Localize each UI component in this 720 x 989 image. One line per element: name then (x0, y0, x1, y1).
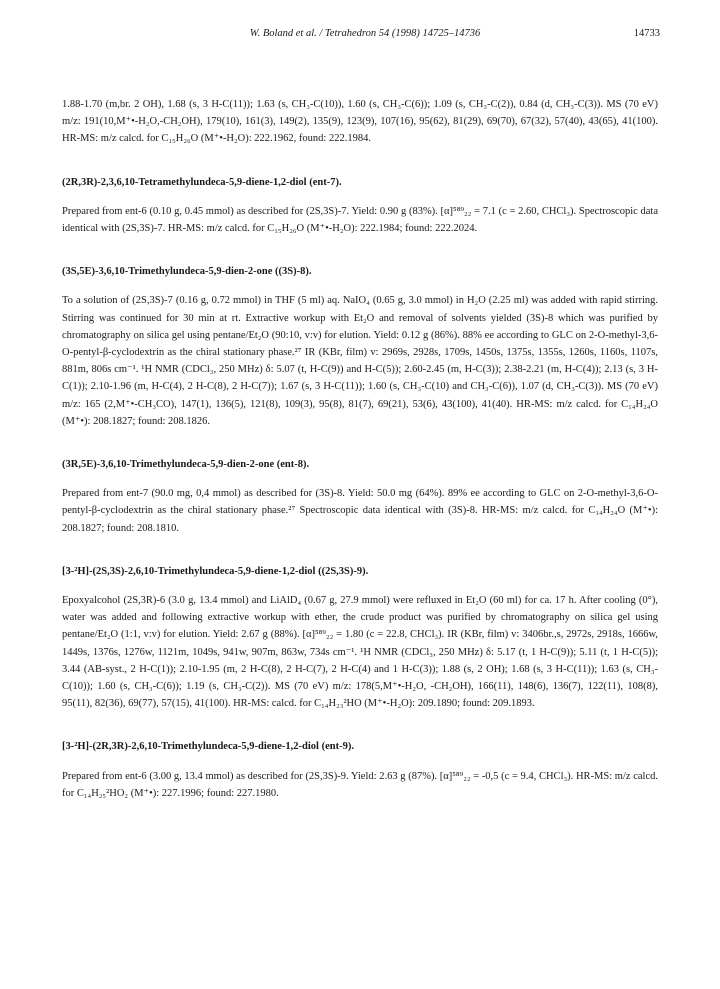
running-title: W. Boland et al. / Tetrahedron 54 (1998) 14725–14736 (249, 28, 481, 39)
heading-2s3s-9: [3-²H]-(2S,3S)-2,6,10-Trimethylundeca-5,9-diene-1,2-diol ((2S,3S)-9). (62, 565, 369, 577)
running-header (70, 28, 660, 44)
heading-3s-8: (3S,5E)-3,6,10-Trimethylundeca-5,9-dien-2-one ((3S)-8). (62, 266, 312, 278)
article-body (62, 96, 658, 802)
heading-ent-9: [3-²H]-(2R,3R)-2,6,10-Trimethylundeca-5,9-diene-1,2-diol (ent-9). (62, 741, 354, 753)
paragraph-ms-data-7: 1.88-1.70 (m,br. 2 OH), 1.68 (s, 3 H-C(11)); 1.63 (s, CH₃-C(10)), 1.60 (s, CH₃-C(6)); 1.09 (s, CH₃-C(2)), 0.84 (d, CH₃-C(3)). MS (70 eV) m/z: 191(10,M⁺•-H₂O,-CH₂OH), 179(10), 161(3), 149(2), 135(9), 123(9), 107(16), 95(62), 81(29), 69(70), 67(32), 57(40), 43(65), 41(100). HR-MS: m/z calcd. for C₁₅H₂₆O (M⁺•-H₂O): 222.1962, found: 222.1984. (62, 99, 658, 145)
heading-ent-7: (2R,3R)-2,3,6,10-Tetramethylundeca-5,9-diene-1,2-diol (ent-7). (62, 176, 342, 188)
paragraph-ent-8: Prepared from ent-7 (90.0 mg, 0,4 mmol) as described for (3S)-8. Yield: 50.0 mg (64%). 89% ee according to GLC on 2-O-methyl-3,6-O-pentyl-β-cyclodextrin as the chiral stationary phase.²⁷ Spectroscopic data identical with (3S)-8. HR-MS: m/z calcd. for C₁₄H₂₄O (M⁺•): 208.1827; found: 208.1810. (62, 488, 658, 534)
paragraph-2s3s-9: Epoxyalcohol (2S,3R)-6 (3.0 g, 13.4 mmol) and LiAlD₄ (0.67 g, 27.9 mmol) were refluxed in Et₂O (60 ml) for ca. 17 h. After cooling (0°), water was added and following extractive workup with ether, the crude product was purified by chromatography on silica gel using pentane/Et₂O (1:1, v:v) for elution. Yield: 2.67 g (88%). [α]⁵⁸⁹₂₂ = 1.80 (c = 22.8, CHCl₃). IR (KBr, film) v: 3406br.,s, 2972s, 2918s, 1666w, 1449s, 1376s, 1276w, 1121m, 1049s, 941w, 907m, 863w, 734s cm⁻¹. ¹H NMR (CDCl₃, 250 MHz) δ: 5.17 (t, 1 H-C(9)); 5.11 (t, 1 H-C(5)); 3.44 (AB-syst., 2 H-C(1)); 2.10-1.95 (m, 2 H-C(8), 2 H-C(7), 2 H-C(4) and 1 H-C(3)); 1.88 (s, 2 OH); 1.68 (s, 3 H-C(11)); 1.63 (s, CH₃-C(10)); 1.60 (s, CH₃-C(6)); 1.19 (s, CH₃-C(2)). MS (70 eV) m/z: 178(5,M⁺•-H₂O, -CH₂OH), 166(11), 148(6), 136(7), 122(11), 108(8), 95(11), 82(36), 69(77), 57(15), 41(100). HR-MS: calcd. for C₁₄H₂₃²HO (M⁺•-H₂O): 209.1890; found: 209.1893. (62, 595, 658, 710)
paragraph-ent-7: Prepared from ent-6 (0.10 g, 0.45 mmol) as described for (2S,3S)-7. Yield: 0.90 g (83%). [α]⁵⁸⁹₂₂ = 7.1 (c = 2.60, CHCl₃). Spectroscopic data identical with (2S,3S)-7. HR-MS: m/z calcd. for C₁₅H₂₆O (M⁺•-H₂O): 222.1984; found: 222.2024. (62, 205, 658, 235)
heading-ent-8: (3R,5E)-3,6,10-Trimethylundeca-5,9-dien-2-one (ent-8). (62, 459, 310, 471)
paragraph-ent-9: Prepared from ent-6 (3.00 g, 13.4 mmol) as described for (2S,3S)-9. Yield: 2.63 g (87%). [α]⁵⁸⁹₂₂ = -0,5 (c = 9.4, CHCl₃). HR-MS: m/z calcd. for C₁₄H₂₅²HO₂ (M⁺•): 227.1996; found: 227.1980. (62, 770, 658, 799)
page-number: 14733 (633, 28, 660, 39)
paragraph-3s-8: To a solution of (2S,3S)-7 (0.16 g, 0.72 mmol) in THF (5 ml) aq. NaIO₄ (0.65 g, 3.0 mmol) in H₂O (2.25 ml) was added with rapid stirring. Stirring was continued for 30 min at rt. Extractive workup with Et₂O and removal of solvents yielded (3S)-8 which was purified by chromatography on silica gel using pentane/Et₂O (90:10, v:v) for elution. Yield: 0.12 g (86%). 88% ee according to GLC on 2-O-methyl-3,6-O-pentyl-β-cyclodextrin as the chiral stationary phase.²⁷ IR (KBr, film) v: 2969s, 2928s, 1709s, 1450s, 1375s, 1355s, 1260s, 1160s, 1107s, 881m, 806s cm⁻¹. ¹H NMR (CDCl₃, 250 MHz) δ: 5.07 (t, H-C(9)) and H-C(5)); 2.60-2.45 (m, H-C(3)); 2.38-2.21 (m, H-C(4)); 2.13 (s, 3 H-C(1)); 2.10-1.96 (m, H-C(4), 2 H-C(8), 2 H-C(7)); 1.67 (s, 3 H-C(11)); 1.60 (s, CH₃-C(10) and CH₃-C(6)), 1.07 (d, CH₃-C(3)). MS (70 eV) m/z: 165 (2,M⁺•-CH₃CO), 147(1), 136(5), 121(8), 109(3), 95(8), 81(7), 69(21), 53(6), 43(100), 41(40). HR-MS: m/z calcd. for C₁₄H₂₄O (M⁺•): 208.1827; found: 208.1826. (62, 295, 658, 427)
